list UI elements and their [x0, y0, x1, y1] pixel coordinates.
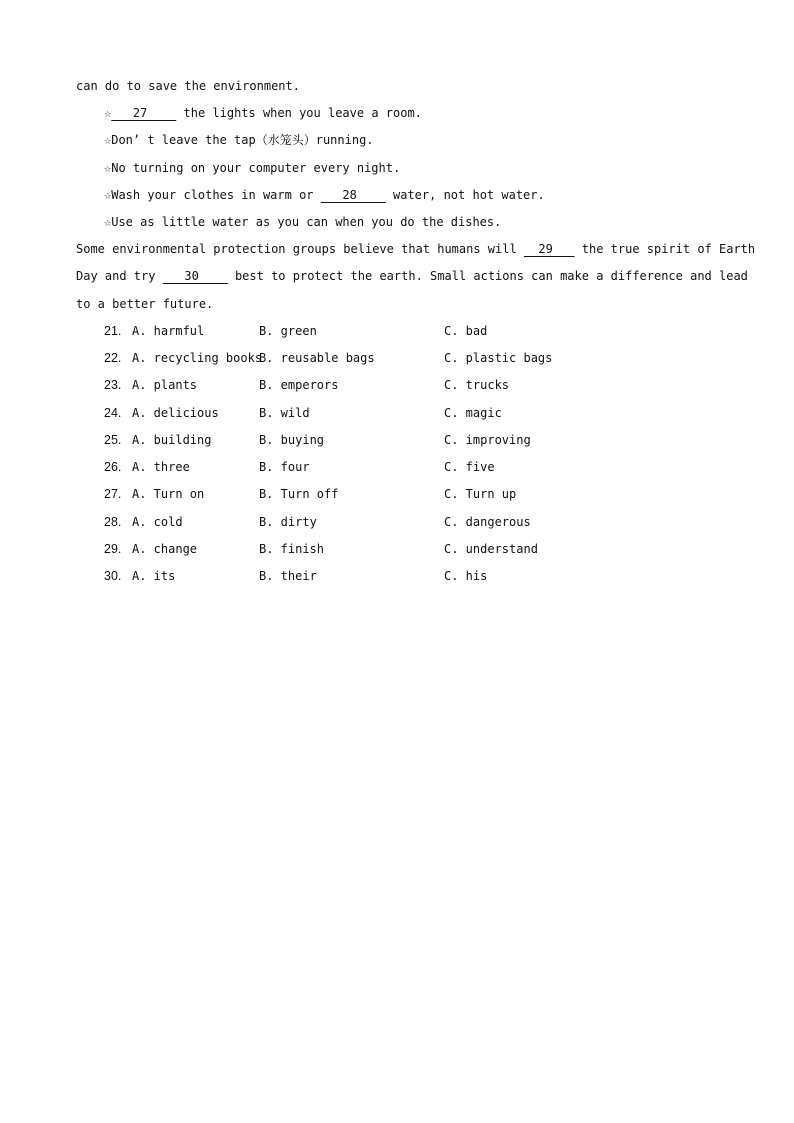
option-row [0, 377, 794, 393]
option-a: A. delicious [132, 406, 219, 420]
option-row [0, 432, 794, 448]
question-number: 22. [104, 351, 122, 365]
option-c: C. Turn up [444, 487, 517, 501]
option-row [0, 323, 794, 339]
option-b: B. buying [259, 433, 325, 447]
option-c: C. dangerous [444, 515, 531, 529]
tip-wash-clothes [104, 187, 545, 203]
blank-28: 28 [320, 188, 386, 202]
question-number: 28. [104, 515, 122, 529]
option-row [0, 568, 794, 584]
option-a: A. cold [132, 515, 183, 529]
option-b: B. dirty [259, 515, 317, 529]
star-icon: ☆ [104, 106, 112, 120]
question-number: 27. [104, 487, 122, 501]
option-c: C. five [444, 460, 495, 474]
blank-27: 27 [111, 106, 177, 120]
option-b: B. reusable bags [259, 351, 375, 365]
option-b: B. their [259, 569, 317, 583]
option-a: A. three [132, 460, 190, 474]
option-row [0, 486, 794, 502]
option-b: B. emperors [259, 378, 339, 392]
question-number: 23. [104, 378, 122, 392]
option-c: C. bad [444, 324, 488, 338]
option-a: A. change [132, 542, 198, 556]
passage-text: best to protect the earth. Small actions can make a difference and lead [227, 269, 748, 283]
option-b: B. green [259, 324, 317, 338]
option-row [0, 350, 794, 366]
blank-29: 29 [523, 242, 575, 256]
option-c: C. his [444, 569, 488, 583]
question-number: 29. [104, 542, 122, 556]
passage-line-2 [76, 241, 755, 257]
passage-line-4: to a better future. [76, 297, 214, 311]
passage-text: the true spirit of Earth [574, 242, 756, 256]
tip-tap: ☆Don’ t leave the tap（水笼头）running. [104, 133, 374, 147]
option-b: B. wild [259, 406, 310, 420]
option-a: A. recycling books [132, 351, 263, 365]
option-c: C. improving [444, 433, 531, 447]
option-row [0, 541, 794, 557]
option-c: C. understand [444, 542, 538, 556]
question-number: 30. [104, 569, 122, 583]
option-b: B. Turn off [259, 487, 339, 501]
option-a: A. harmful [132, 324, 205, 338]
option-a: A. building [132, 433, 212, 447]
blank-30: 30 [162, 269, 228, 283]
question-number: 21. [104, 324, 122, 338]
tip-turn-lights [104, 105, 422, 121]
passage-line-3 [76, 268, 748, 284]
option-row [0, 405, 794, 421]
passage-text: Some environmental protection groups believe that humans will [76, 242, 524, 256]
question-number: 26. [104, 460, 122, 474]
option-a: A. its [132, 569, 176, 583]
option-b: B. finish [259, 542, 325, 556]
option-c: C. magic [444, 406, 502, 420]
question-number: 25. [104, 433, 122, 447]
tip-computer: ☆No turning on your computer every night. [104, 161, 401, 175]
tip-text: ☆Wash your clothes in warm or [104, 188, 321, 202]
option-b: B. four [259, 460, 310, 474]
option-c: C. plastic bags [444, 351, 553, 365]
tip-dishes: ☆Use as little water as you can when you do the dishes. [104, 215, 502, 229]
tip-text: the lights when you leave a room. [176, 106, 422, 120]
option-a: A. Turn on [132, 487, 205, 501]
option-c: C. trucks [444, 378, 510, 392]
question-number: 24. [104, 406, 122, 420]
passage-line-1: can do to save the environment. [76, 79, 300, 93]
tip-text: water, not hot water. [385, 188, 545, 202]
option-row [0, 459, 794, 475]
option-row [0, 514, 794, 530]
passage-text: Day and try [76, 269, 163, 283]
option-a: A. plants [132, 378, 198, 392]
